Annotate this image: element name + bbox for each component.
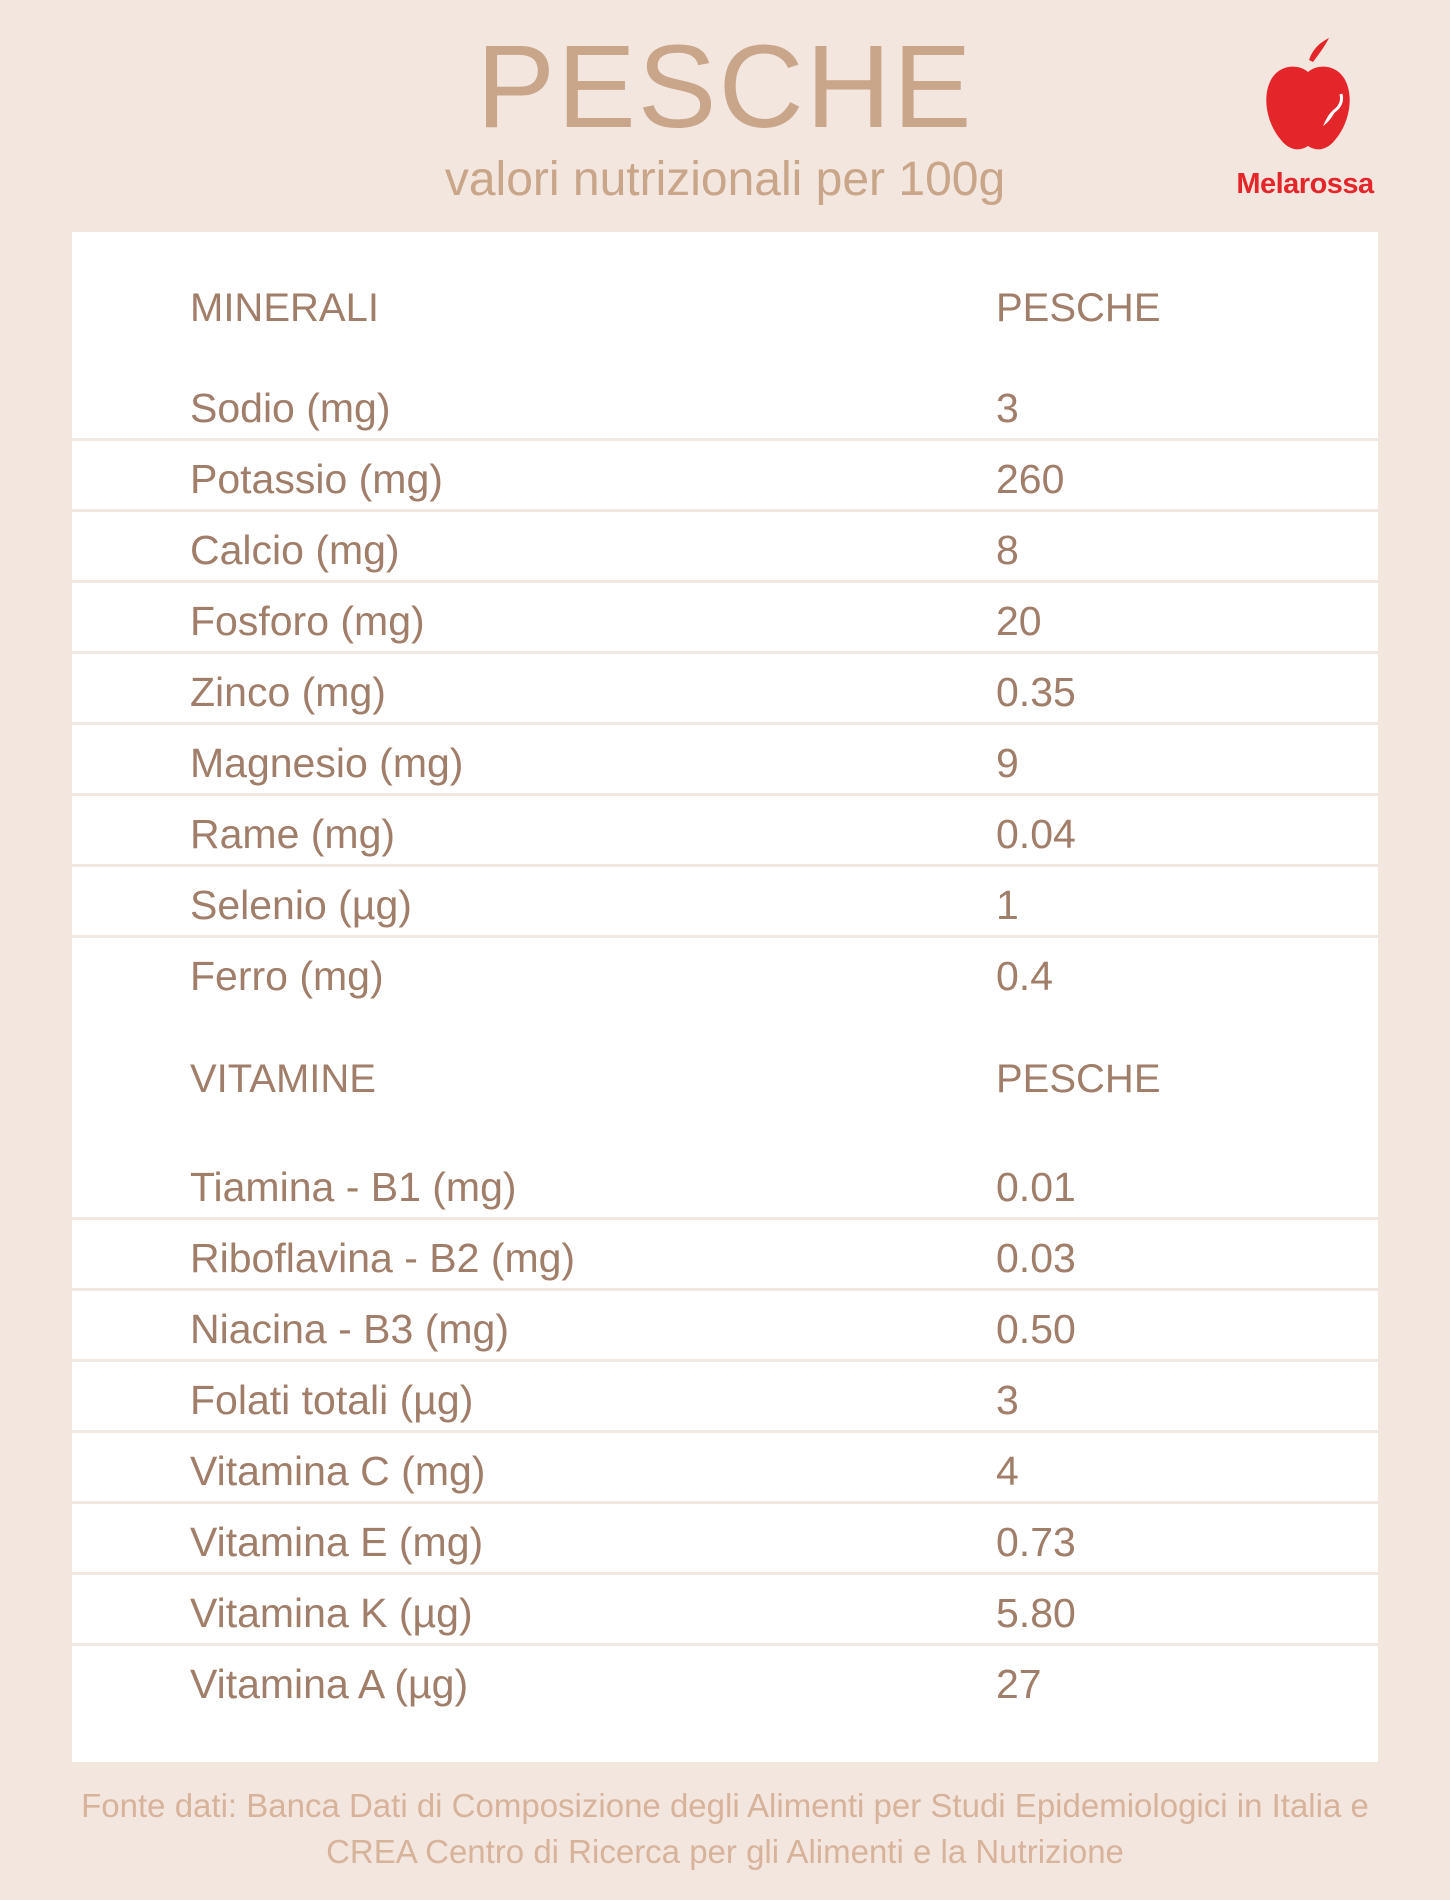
brand-logo[interactable] xyxy=(1225,38,1385,208)
table-row xyxy=(72,1576,1378,1646)
page-header xyxy=(0,0,1450,230)
row-label: Zinco (mg) xyxy=(190,669,386,715)
table-row xyxy=(72,1505,1378,1575)
table-row xyxy=(72,1221,1378,1291)
page-subtitle: valori nutrizionali per 100g xyxy=(444,153,1006,206)
minerals-header xyxy=(72,274,1378,344)
table-row xyxy=(72,797,1378,867)
table-row xyxy=(72,726,1378,796)
table-row xyxy=(72,1363,1378,1433)
minerals-heading: MINERALI xyxy=(190,286,379,330)
row-label: Magnesio (mg) xyxy=(190,740,464,786)
table-row xyxy=(72,1292,1378,1362)
table-row xyxy=(72,868,1378,938)
row-label: Selenio (µg) xyxy=(190,882,412,928)
row-value: 8 xyxy=(996,527,1019,573)
row-label: Folati totali (µg) xyxy=(190,1377,474,1423)
row-label: Vitamina A (µg) xyxy=(190,1661,469,1707)
table-row xyxy=(72,584,1378,654)
row-value: 5.80 xyxy=(996,1590,1076,1636)
row-label: Vitamina E (mg) xyxy=(190,1519,484,1565)
row-value: 3 xyxy=(996,1377,1019,1423)
vitamins-heading: VITAMINE xyxy=(190,1057,376,1101)
row-label: Ferro (mg) xyxy=(190,953,384,999)
source-note xyxy=(40,1783,1410,1875)
nutrition-table xyxy=(72,232,1378,1762)
row-label: Calcio (mg) xyxy=(190,527,400,573)
row-value: 0.4 xyxy=(996,953,1053,999)
row-label: Fosforo (mg) xyxy=(190,598,425,644)
row-value: 3 xyxy=(996,385,1019,431)
row-value: 20 xyxy=(996,598,1042,644)
table-row xyxy=(72,371,1378,441)
row-label: Tiamina - B1 (mg) xyxy=(190,1164,517,1210)
page-title: PESCHE xyxy=(476,21,974,153)
row-value: 1 xyxy=(996,882,1019,928)
source-line-2: CREA Centro di Ricerca per gli Alimenti e la Nutrizione xyxy=(326,1833,1124,1870)
row-label: Riboflavina - B2 (mg) xyxy=(190,1235,576,1281)
source-line-1: Fonte dati: Banca Dati di Composizione degli Alimenti per Studi Epidemiologici in Italia e xyxy=(81,1787,1369,1824)
row-label: Rame (mg) xyxy=(190,811,396,857)
table-row xyxy=(72,1647,1378,1717)
table-row xyxy=(72,513,1378,583)
row-value: 0.04 xyxy=(996,811,1076,857)
row-value: 4 xyxy=(996,1448,1019,1494)
row-value: 260 xyxy=(996,456,1065,502)
table-row xyxy=(72,1434,1378,1504)
table-row xyxy=(72,1150,1378,1220)
row-value: 0.73 xyxy=(996,1519,1076,1565)
table-row xyxy=(72,655,1378,725)
row-value: 0.03 xyxy=(996,1235,1076,1281)
vitamins-column-heading: PESCHE xyxy=(996,1057,1161,1101)
row-label: Vitamina K (µg) xyxy=(190,1590,473,1636)
table-row xyxy=(72,442,1378,512)
row-label: Vitamina C (mg) xyxy=(190,1448,486,1494)
row-label: Potassio (mg) xyxy=(190,456,443,502)
apple-icon xyxy=(1263,38,1353,158)
row-label: Sodio (mg) xyxy=(190,385,391,431)
row-value: 27 xyxy=(996,1661,1042,1707)
row-value: 9 xyxy=(996,740,1019,786)
row-value: 0.35 xyxy=(996,669,1076,715)
minerals-column-heading: PESCHE xyxy=(996,286,1161,330)
vitamins-header xyxy=(72,1045,1378,1115)
row-value: 0.01 xyxy=(996,1164,1076,1210)
row-label: Niacina - B3 (mg) xyxy=(190,1306,509,1352)
table-row xyxy=(72,939,1378,1009)
brand-name: Melarossa xyxy=(1236,168,1374,200)
row-value: 0.50 xyxy=(996,1306,1076,1352)
